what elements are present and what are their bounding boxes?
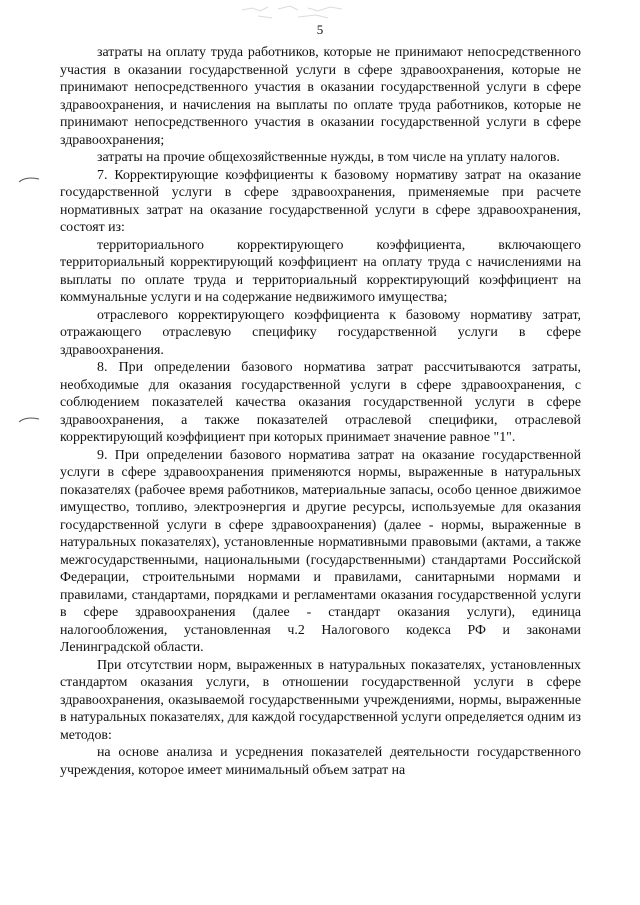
margin-mark — [18, 416, 40, 424]
paragraph: 8. При определении базового норматива затрат рассчитываются затраты, необходимые для оказания государственной услуги в сфере здравоохранения, с соблюдением показателей качества оказания государственной услуги в сфере здравоохранения, а также показателей отраслевой специфики, отраслевой корректирующий коэффициент при которых принимает значение равное "1". — [60, 360, 581, 445]
paragraph: отраслевого корректирующего коэффициента к базовому нормативу затрат, отражающего отраслевую специфику государственной услуги в сфере здравоохранения. — [60, 307, 581, 358]
scan-artifact — [238, 2, 348, 24]
paragraph: 9. При определении базового норматива затрат на оказание государственной услуги в сфере здравоохранения применяются нормы, выраженные в натуральных показателях (рабочее время работников, материальные запасы, особо ценное движимое имущество, топливо, электроэнергия и другие ресурсы, используемые для оказания государственной услуги в сфере здравоохранения) (далее - нормы, выраженные в натуральных показателях), установленные нормативными правовыми (актами, а также межгосударственными, национальными (государственными) стандартами Российской Федерации, строительными нормами и правилами, санитарными нормами и правилами, стандартами, порядками и регламентами оказания государственной услуги в сфере здравоохранения (далее - стандарт оказания услуги), единица налогообложения, установленная ч.2 Налогового кодекса РФ и законами Ленинградской области. — [60, 447, 581, 655]
paragraph: территориального корректирующего коэффициента, включающего территориальный корректирующий коэффициент на оплату труда с начислениями на выплаты по оплате труда и территориальный корректирующий коэффициент на коммунальные услуги и на содержание недвижимого имущества; — [60, 237, 581, 305]
document-body — [60, 44, 581, 779]
paragraph: затраты на прочие общехозяйственные нужды, в том числе на уплату налогов. — [97, 150, 560, 165]
paragraph: затраты на оплату труда работников, которые не принимают непосредственного участия в оказании государственной услуги в сфере здравоохранения, которые не принимают непосредственного участия в оказании государственной услуги в сфере здравоохранения, и начисления на выплаты по оплате труда работников, которые не принимают непосредственного участия в оказании государственной услуги в сфере здравоохранения; — [60, 45, 581, 148]
paragraph: на основе анализа и усреднения показателей деятельности государственного учреждения, которое имеет минимальный объем затрат на — [60, 745, 581, 778]
paragraph: При отсутствии норм, выраженных в натуральных показателях, установленных стандартом оказания услуги, в отношении государственной услуги в сфере здравоохранения, оказываемой государственными учреждениями, нормы, выраженные в натуральных показателях, для каждой государственной услуги определяется одним из методов: — [60, 657, 581, 743]
paragraph: 7. Корректирующие коэффициенты к базовому нормативу затрат на оказание государственной услуги в сфере здравоохранения, применяемые при расчете нормативных затрат на оказание государственной услуги в сфере здравоохранения, состоят из: — [60, 167, 581, 235]
page-number: 5 — [316, 22, 324, 37]
margin-mark — [18, 176, 40, 184]
